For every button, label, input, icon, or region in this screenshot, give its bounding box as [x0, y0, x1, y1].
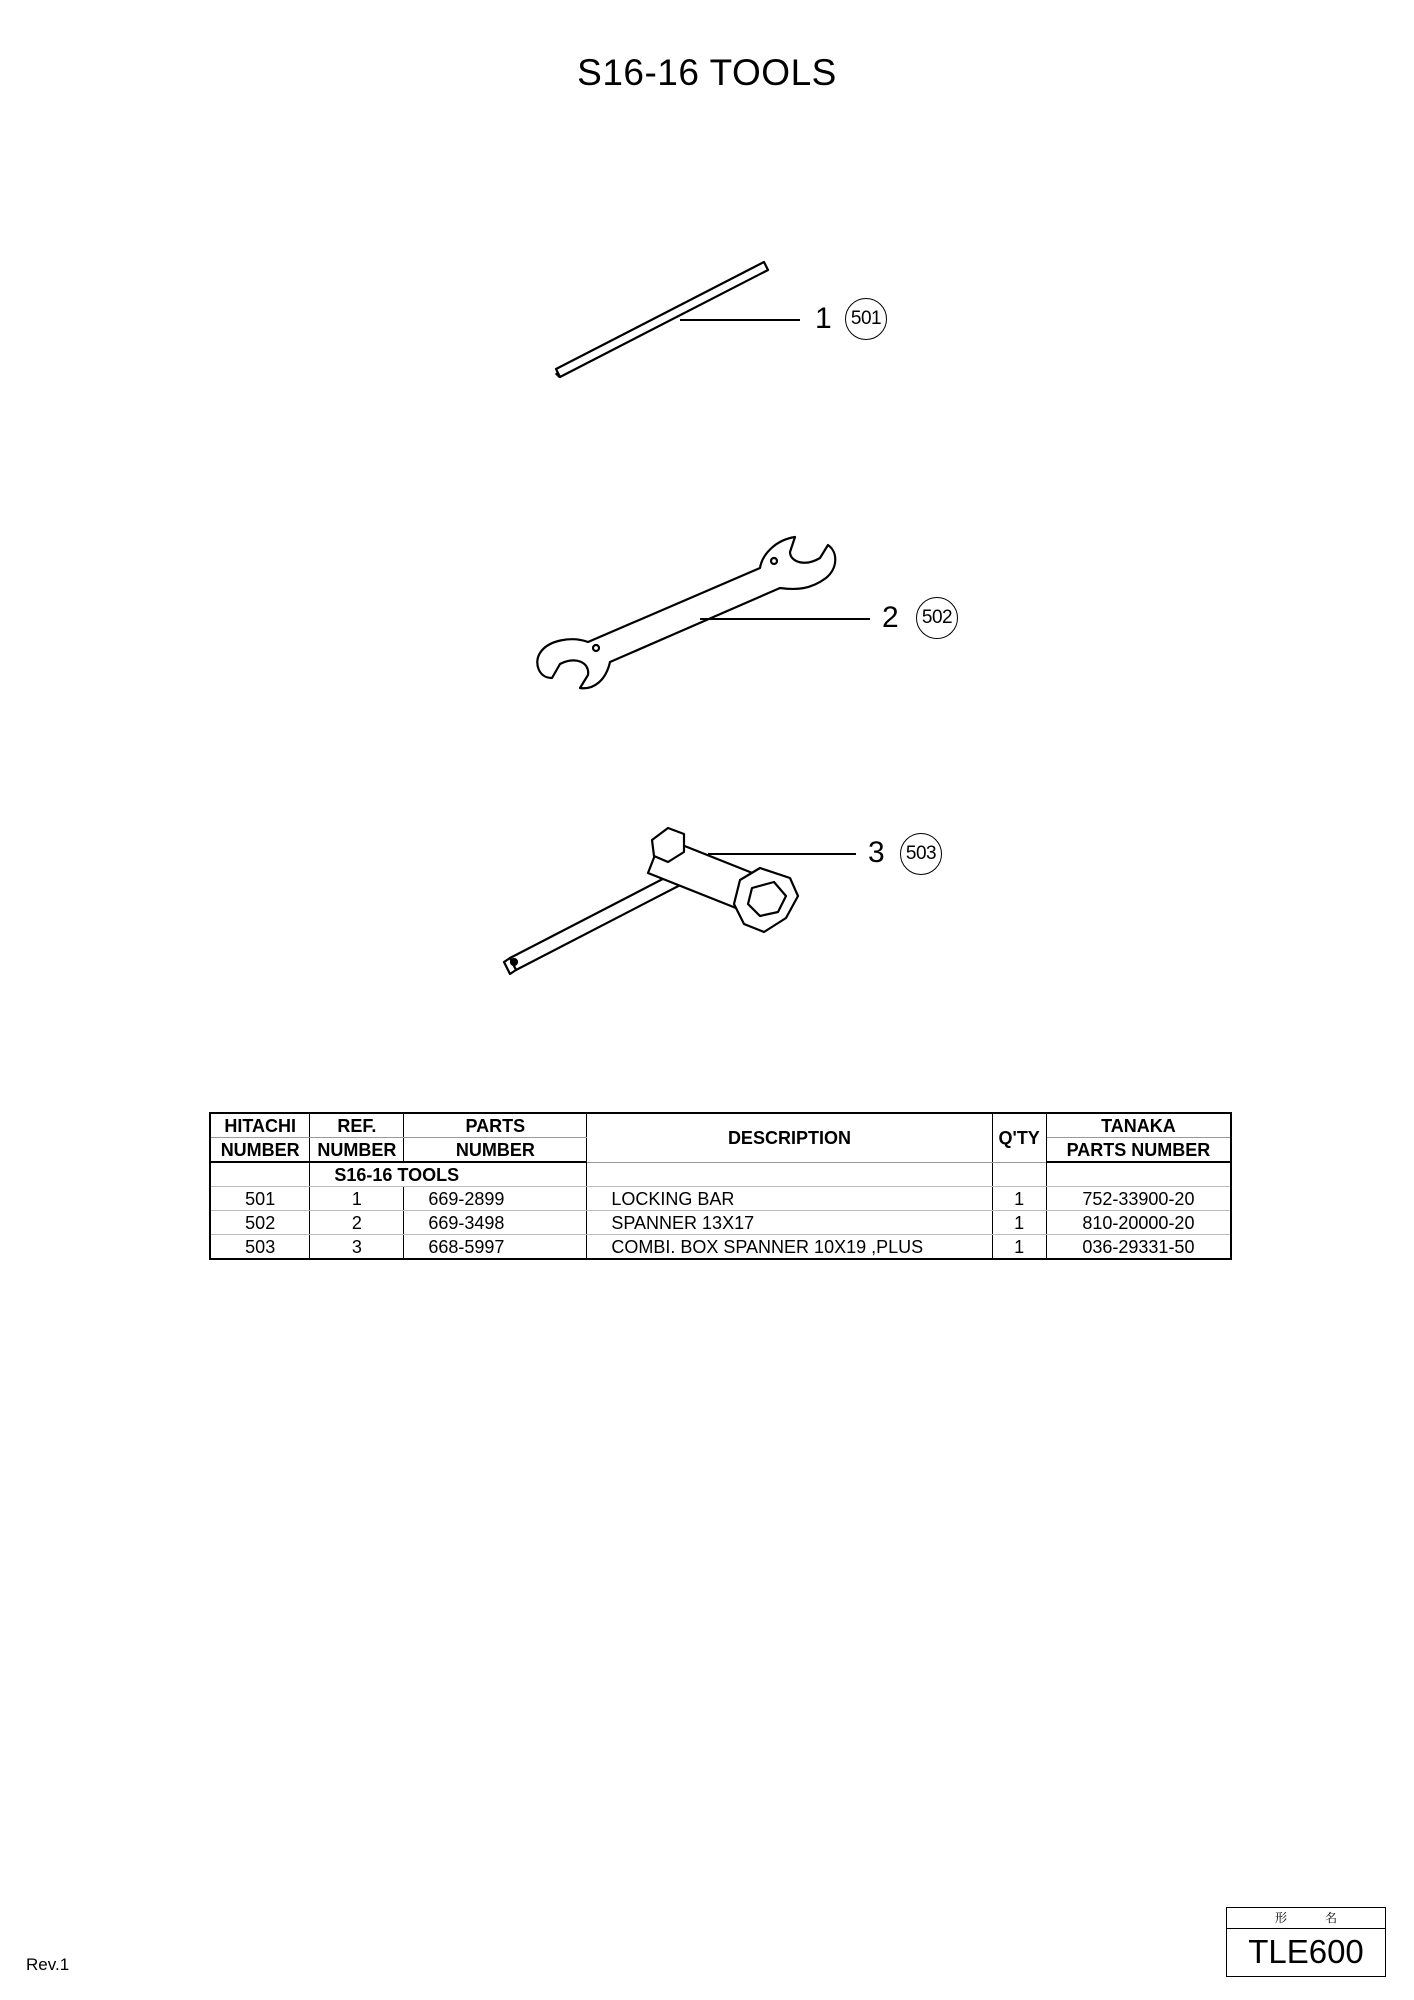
table-group-row — [210, 1162, 1231, 1187]
header-hitachi-number: NUMBER — [210, 1138, 310, 1163]
cell-tanaka: 036-29331-50 — [1046, 1235, 1231, 1260]
cell-ref: 3 — [310, 1235, 404, 1260]
cell-hitachi: 501 — [210, 1187, 310, 1211]
header-tanaka-parts-number: PARTS NUMBER — [1046, 1138, 1231, 1163]
cell-tanaka: 810-20000-20 — [1046, 1211, 1231, 1235]
table-row — [210, 1211, 1231, 1235]
parts-table — [209, 1112, 1232, 1260]
cell-parts: 668-5997 — [404, 1235, 587, 1260]
model-label: 形名 — [1227, 1908, 1385, 1929]
cell-ref: 1 — [310, 1187, 404, 1211]
header-ref: REF. — [310, 1113, 404, 1138]
callout-hitachi-503: 503 — [900, 833, 942, 875]
spanner-illustration — [537, 537, 835, 688]
header-parts: PARTS — [404, 1113, 587, 1138]
model-box — [1226, 1907, 1386, 1977]
header-tanaka: TANAKA — [1046, 1113, 1231, 1138]
header-ref-number: NUMBER — [310, 1138, 404, 1163]
cell-description: SPANNER 13X17 — [587, 1211, 992, 1235]
cell-hitachi: 503 — [210, 1235, 310, 1260]
cell-parts: 669-2899 — [404, 1187, 587, 1211]
header-hitachi: HITACHI — [210, 1113, 310, 1138]
callout-ref-2: 2 — [882, 601, 899, 634]
box-spanner-illustration — [504, 828, 798, 974]
page-title: S16-16 TOOLS — [577, 52, 837, 93]
cell-hitachi: 502 — [210, 1211, 310, 1235]
table-row — [210, 1235, 1231, 1260]
table-row — [210, 1187, 1231, 1211]
callout-hitachi-501: 501 — [845, 298, 887, 340]
callout-ref-3: 3 — [868, 836, 885, 869]
cell-description: COMBI. BOX SPANNER 10X19 ,PLUS — [587, 1235, 992, 1260]
cell-qty: 1 — [992, 1235, 1046, 1260]
header-qty: Q'TY — [992, 1113, 1046, 1162]
cell-description: LOCKING BAR — [587, 1187, 992, 1211]
model-number: TLE600 — [1248, 1933, 1364, 1970]
cell-qty: 1 — [992, 1187, 1046, 1211]
callout-ref-1: 1 — [815, 302, 832, 335]
cell-tanaka: 752-33900-20 — [1046, 1187, 1231, 1211]
group-title: S16-16 TOOLS — [310, 1162, 587, 1187]
cell-qty: 1 — [992, 1211, 1046, 1235]
cell-ref: 2 — [310, 1211, 404, 1235]
revision-label: Rev.1 — [26, 1955, 70, 1974]
callout-hitachi-502: 502 — [916, 597, 958, 639]
cell-parts: 669-3498 — [404, 1211, 587, 1235]
header-description: DESCRIPTION — [587, 1113, 992, 1162]
header-parts-number: NUMBER — [404, 1138, 587, 1163]
table-header-row-1 — [210, 1113, 1231, 1138]
